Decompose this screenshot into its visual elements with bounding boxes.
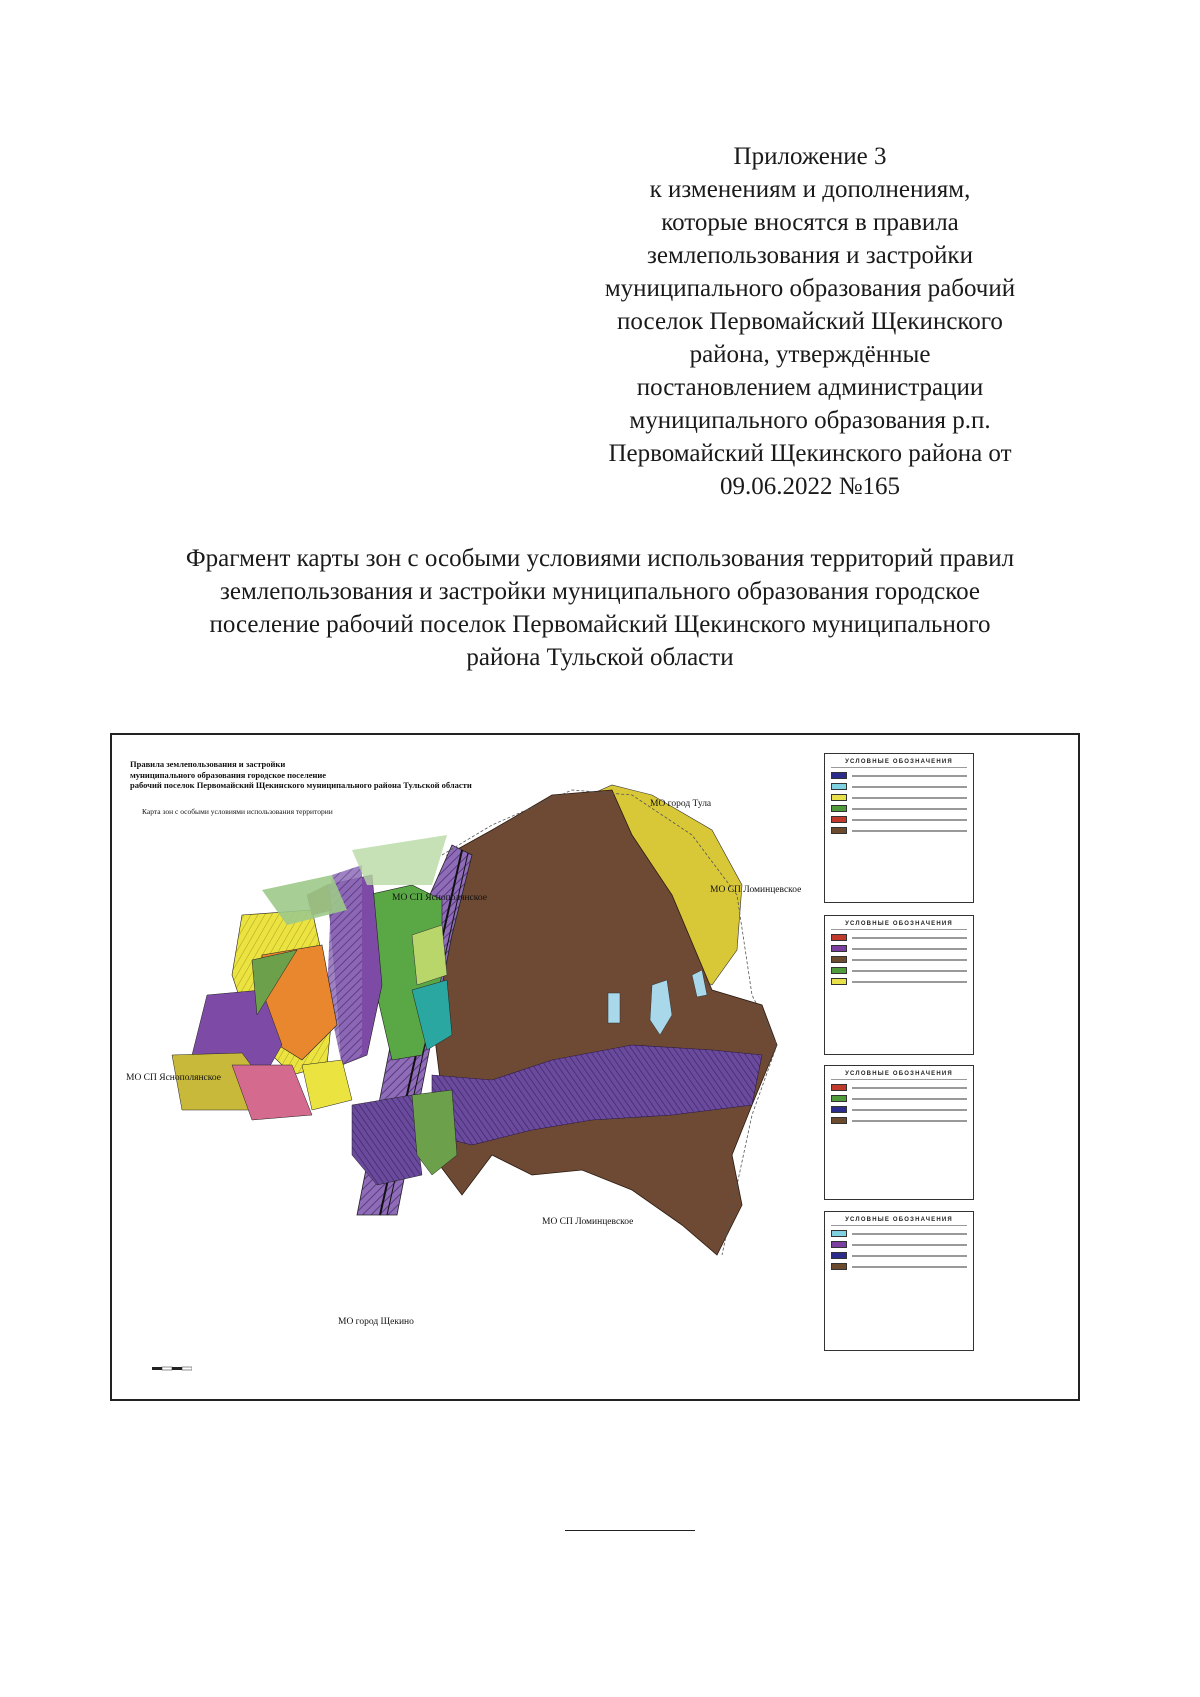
appendix-line: поселок Первомайский Щекинского <box>617 308 1003 335</box>
legend-swatch <box>831 816 847 823</box>
appendix-line: 09.06.2022 №165 <box>719 473 901 500</box>
appendix-line: землепользования и застройки <box>647 242 973 269</box>
zone-forest-north2 <box>352 835 447 885</box>
legend-row <box>831 1241 967 1248</box>
legend-header: УСЛОВНЫЕ ОБОЗНАЧЕНИЯ <box>831 1071 967 1080</box>
label-lomintsevskoe-east: МО СП Ломинцевское <box>710 885 802 895</box>
legend-row <box>831 1263 967 1270</box>
scale-bar-icon <box>152 1365 192 1373</box>
label-shchekino: МО город Щекино <box>338 1317 414 1327</box>
legend-swatch <box>831 934 847 941</box>
legend-swatch <box>831 794 847 801</box>
appendix-line: муниципального образования р.п. <box>629 407 991 434</box>
legend-swatch <box>831 956 847 963</box>
legend-row <box>831 816 967 823</box>
legend-row <box>831 956 967 963</box>
legend-swatch <box>831 978 847 985</box>
legend-row <box>831 967 967 974</box>
legend-row <box>831 1252 967 1259</box>
legend-row <box>831 934 967 941</box>
legend-header: УСЛОВНЫЕ ОБОЗНАЧЕНИЯ <box>831 921 967 930</box>
legend-swatch <box>831 945 847 952</box>
legend-row <box>831 945 967 952</box>
legend-swatch <box>831 783 847 790</box>
zone-pink-settlement <box>232 1065 312 1120</box>
fragment-title-line: поселение рабочий поселок Первомайский Щекинского муниципального <box>209 611 991 638</box>
legend-swatch <box>831 772 847 779</box>
legend-swatch <box>831 1230 847 1237</box>
fragment-title-line: района Тульской области <box>466 644 734 671</box>
fragment-title-line: землепользования и застройки муниципального образования городское <box>220 578 980 605</box>
zone-yellow-south <box>302 1060 352 1110</box>
label-yasnopolyanskoe-north: МО СП Яснополянское <box>392 893 487 903</box>
zone-lightgreen <box>412 925 447 985</box>
legend-swatch <box>831 1117 847 1124</box>
fragment-title <box>100 542 1100 674</box>
legend-swatch <box>831 1095 847 1102</box>
legend-swatch <box>831 1263 847 1270</box>
legend-swatch <box>831 805 847 812</box>
legend-swatch <box>831 1252 847 1259</box>
legend-swatch <box>831 1084 847 1091</box>
legend-row <box>831 978 967 985</box>
legend-row <box>831 1117 967 1124</box>
map-scale-bar <box>152 1365 192 1375</box>
appendix-line: которые вносятся в правила <box>661 209 959 236</box>
zone-hatch-south <box>352 1095 422 1185</box>
legend-row <box>831 794 967 801</box>
appendix-line: района, утверждённые <box>689 341 931 368</box>
legend-box-3 <box>824 1065 974 1200</box>
legend-header: УСЛОВНЫЕ ОБОЗНАЧЕНИЯ <box>831 759 967 768</box>
appendix-line: муниципального образования рабочий <box>604 275 1016 302</box>
legend-row <box>831 1230 967 1237</box>
legend-row <box>831 1106 967 1113</box>
legend-row <box>831 783 967 790</box>
label-tula: МО город Тула <box>650 799 712 809</box>
legend-swatch <box>831 1241 847 1248</box>
legend-box-4 <box>824 1211 974 1351</box>
legend-box-1 <box>824 753 974 903</box>
map-title <box>130 759 630 791</box>
legend-row <box>831 772 967 779</box>
legend-swatch <box>831 827 847 834</box>
legend-row <box>831 805 967 812</box>
appendix-line: Первомайский Щекинского района от <box>608 440 1012 467</box>
legend-row <box>831 1084 967 1091</box>
appendix-header <box>560 140 1060 503</box>
map-subtitle: Карта зон с особыми условиями использования территории <box>142 807 333 816</box>
appendix-line: Приложение 3 <box>733 143 887 170</box>
appendix-line: к изменениям и дополнениям, <box>649 176 971 203</box>
map-title-line: Правила землепользования и застройки <box>130 759 286 769</box>
legend-box-2 <box>824 915 974 1055</box>
footer-rule <box>565 1530 695 1531</box>
fragment-title-line: Фрагмент карты зон с особыми условиями использования территорий правил <box>185 545 1015 572</box>
label-yasnopolyanskoe-west: МО СП Яснополянское <box>126 1073 221 1083</box>
legend-swatch <box>831 967 847 974</box>
legend-row <box>831 827 967 834</box>
map-title-line: рабочий поселок Первомайский Щекинского муниципального района Тульской области <box>130 780 472 790</box>
legend-row <box>831 1095 967 1102</box>
appendix-line: постановлением администрации <box>636 374 984 401</box>
label-lomintsevskoe-south: МО СП Ломинцевское <box>542 1217 634 1227</box>
legend-swatch <box>831 1106 847 1113</box>
zoning-map-figure <box>110 733 1080 1401</box>
map-title-line: муниципального образования городское поселение <box>130 769 327 780</box>
legend-header: УСЛОВНЫЕ ОБОЗНАЧЕНИЯ <box>831 1217 967 1226</box>
water-body <box>608 993 620 1023</box>
